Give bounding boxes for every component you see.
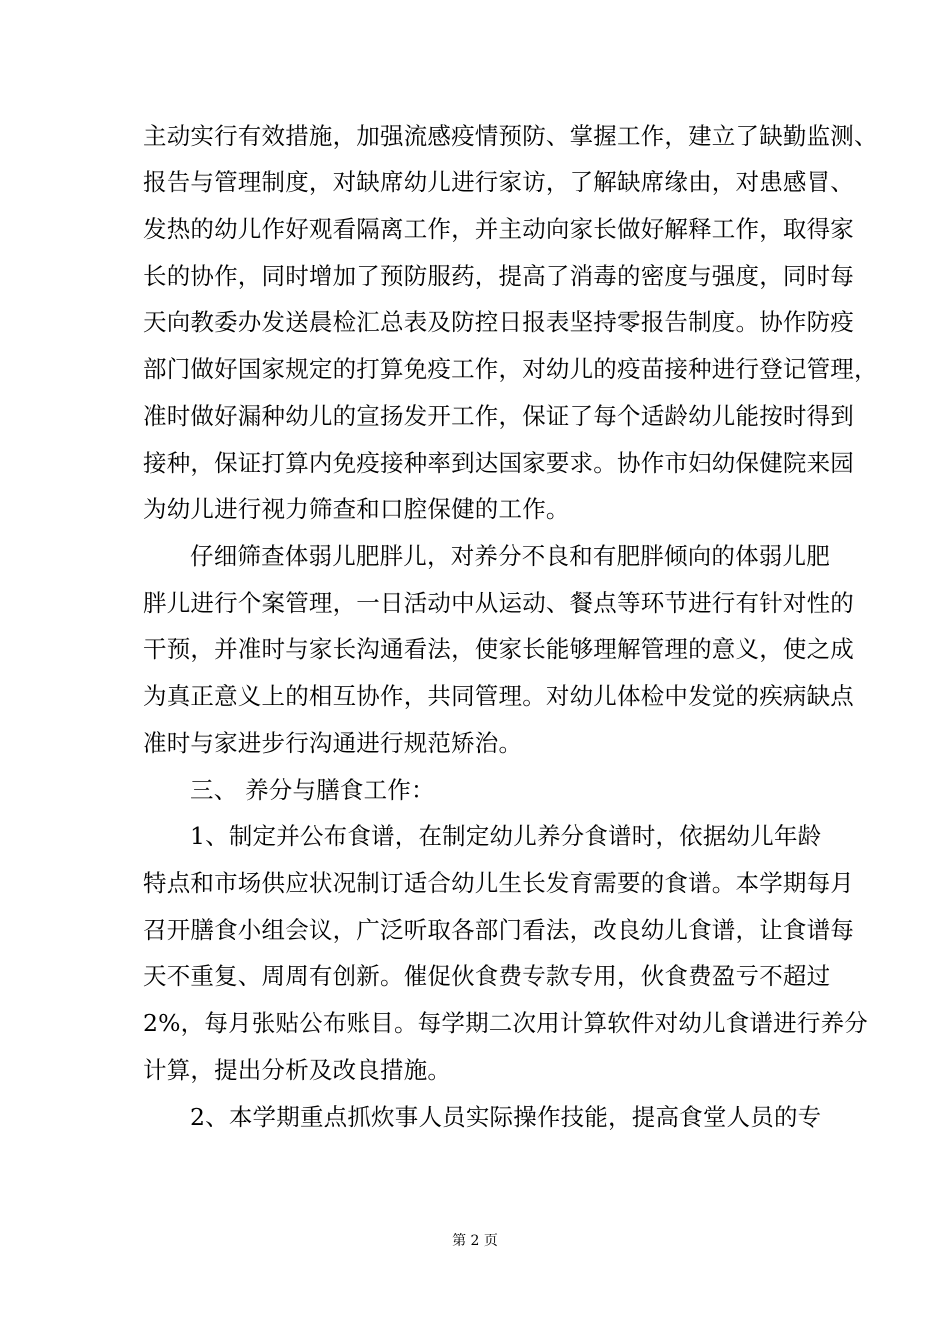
text-line: 胖儿进行个案管理，一日活动中从运动、餐点等环节进行有针对性的 [143, 589, 854, 617]
text-line: 接种，保证打算内免疫接种率到达国家要求。协作市妇幼保健院来园 [143, 449, 854, 477]
paragraph-start-line: 仔细筛查体弱儿肥胖儿，对养分不良和有肥胖倾向的体弱儿肥 [190, 542, 830, 570]
text-line: 准时做好漏种幼儿的宣扬发开工作，保证了每个适龄幼儿能按时得到 [143, 402, 854, 430]
text-line: 天不重复、周周有创新。催促伙食费专款专用，伙食费盈亏不超过 [143, 962, 831, 990]
text-line: 报告与管理制度，对缺席幼儿进行家访，了解缺席缘由，对患感冒、 [143, 168, 854, 196]
text-line: 主动实行有效措施，加强流感疫情预防、掌握工作，建立了缺勤监测、 [143, 122, 878, 150]
text-line: 准时与家进步行沟通进行规范矫治。 [143, 729, 523, 757]
paragraph-start-line: 1、制定并公布食谱，在制定幼儿养分食谱时，依据幼儿年龄 [190, 822, 822, 850]
paragraph-start-line: 2、本学期重点抓炊事人员实际操作技能，提高食堂人员的专 [190, 1103, 822, 1131]
text-line: 召开膳食小组会议，广泛听取各部门看法，改良幼儿食谱，让食谱每 [143, 916, 854, 944]
text-line: 部门做好国家规定的打算免疫工作，对幼儿的疫苗接种进行登记管理， [143, 355, 878, 383]
text-line: 发热的幼儿作好观看隔离工作，并主动向家长做好解释工作，取得家 [143, 215, 854, 243]
text-line: 长的协作，同时增加了预防服药，提高了消毒的密度与强度，同时每 [143, 262, 854, 290]
text-line: 干预，并准时与家长沟通看法，使家长能够理解管理的意义，使之成 [143, 635, 854, 663]
text-line: 为幼儿进行视力筛查和口腔保健的工作。 [143, 495, 570, 523]
text-line: 天向教委办发送晨检汇总表及防控日报表坚持零报告制度。协作防疫 [143, 308, 854, 336]
page-number-footer: 第 2 页 [452, 1233, 498, 1249]
section-heading: 三、 养分与膳食工作： [190, 776, 435, 804]
text-line: 计算，提出分析及改良措施。 [143, 1056, 452, 1084]
text-line: 2%，每月张贴公布账目。每学期二次用计算软件对幼儿食谱进行养分 [143, 1009, 868, 1037]
text-line: 特点和市场供应状况制订适合幼儿生长发育需要的食谱。本学期每月 [143, 869, 854, 897]
text-line: 为真正意义上的相互协作，共同管理。对幼儿体检中发觉的疾病缺点 [143, 682, 854, 710]
